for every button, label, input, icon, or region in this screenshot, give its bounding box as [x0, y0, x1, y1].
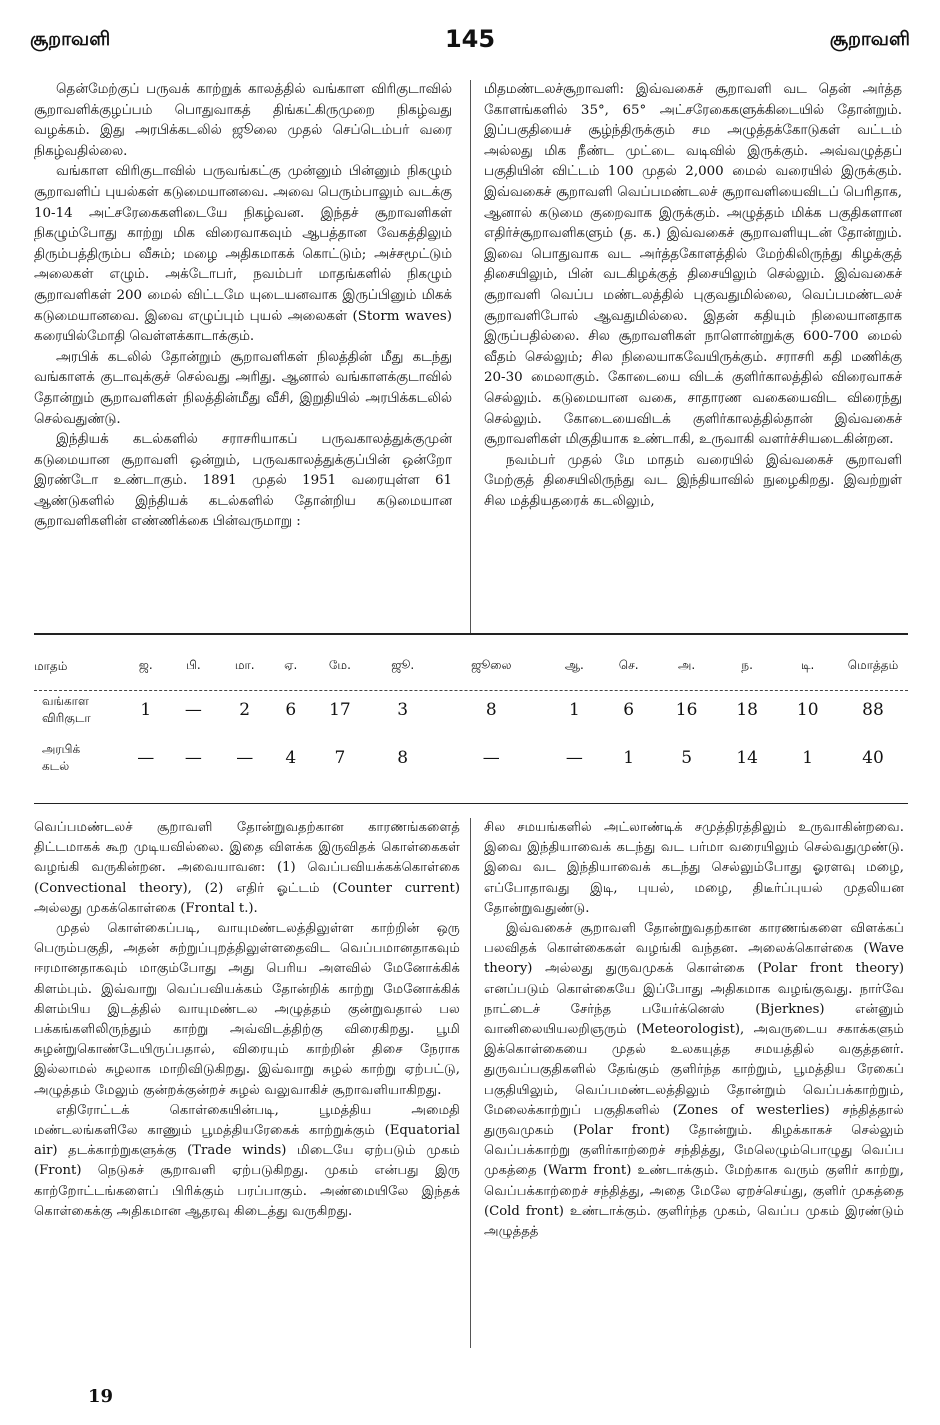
table-cell: —: [565, 748, 583, 768]
table-cell-total: 88: [862, 700, 884, 720]
column-header: அ.: [678, 658, 696, 672]
table-cell: 1: [802, 748, 814, 768]
table-cell: —: [236, 748, 254, 768]
table-cell: 6: [285, 700, 297, 720]
table-cell: 8: [485, 700, 497, 720]
table-cell: 3: [397, 700, 409, 720]
running-head-right: சூறாவளி: [829, 28, 910, 50]
row-label: [34, 686, 122, 734]
table-cell: 1: [140, 700, 152, 720]
paragraph: வங்காள விரிகுடாவில் பருவங்கட்கு முன்னும் பின்னும் நிகழும் சூறாவளிப் புயல்கள் கடுமையானவை. அவை பெரும்பாலும் வடக்கு 10-14 அட்சரேகைகளிடையே நிகழ்வன. இந்தச் சூறாவளிகள் நிகழும்போது காற்று மிக விரைவாகவும் ஆபத்தான வேகத்திலும் திரும்பத்திரும்ப வீசும்; மழை அதிகமாகக் கொட்டும்; அச்சமூட்டும் அலைகள் எழும். அக்டோபர், நவம்பர் மாதங்களில் நிகழும் சூறாவளிகள் 200 மைல் விட்டமே யுடையனவாக இருப்பினும் மிகக் கடுமையானவை. இவை எழுப்பும் புயல் அலைகள் (Storm waves) கரையில்மோதி வெள்ளக்காடாக்கும்.: [34, 164, 452, 345]
table-row: [34, 686, 908, 734]
table-row: [34, 734, 908, 782]
column-header: பி.: [185, 658, 201, 672]
column-header: ஜூ.: [391, 658, 415, 672]
column-header: செ.: [618, 658, 639, 672]
paragraph: இவ்வகைச் சூறாவளி தோன்றுவதற்கான காரணங்களை விளக்கப் பலவிதக் கொள்கைகள் வழங்கி வந்தன. அலைக்கொள்கை (Wave theory) அல்லது துருவமுகக் கொள்கை (Polar front theory) எனப்படும் கொள்கையே இப்போது அதிகமாக வழங்குவது. நார்வே நாட்டைச் சேர்ந்த பயேர்க்னெஸ் (Bjerknes) என்னும் வானிலையியலறிஞரும் (Meteorologist), அவருடைய சகாக்களும் இக்கொள்கையை முதல் உலகயுத்த சமயத்தில் வகுத்தனர். துருவப்பகுதிகளில் தேங்கும் குளிர்ந்த காற்றும், பூமத்திய ரேகைப் பகுதியிலும், வெப்பமண்டலத்திலும் தோன்றும் வெப்பக்காற்றும், மேலைக்காற்றுப் பகுதிகளில் (Zones of westerlies) சந்தித்தால் துருவமுகம் (Polar front) தோன்றும். கிழக்காகச் செல்லும் வெப்பக்காற்று குளிர்காற்றைச் சந்தித்து, மேலெழும்பொழுது வெப்ப முகத்தை (Warm front) உண்டாக்கும். மேற்காக வரும் குளிர் காற்று, வெப்பக்காற்றைச் சந்தித்து, அதை மேலே ஏறச்செய்து, குளிர் முகத்தை (Cold front) உண்டாக்கும். குளிர்ந்த முகம், வெப்ப முகம் இரண்டும் அழுத்தத்: [484, 921, 904, 1240]
table-cell: 8: [397, 748, 409, 768]
table-cell: —: [482, 748, 500, 768]
row-label-line: அரபிக்: [42, 742, 81, 756]
row-label-line: விரிகுடா: [42, 711, 91, 725]
row-label: [34, 734, 122, 782]
table-cell: —: [184, 700, 202, 720]
table-cell: 16: [675, 700, 698, 720]
cyclone-frequency-table: [34, 646, 908, 782]
column-header: மே.: [328, 658, 351, 672]
table-cell: —: [137, 748, 155, 768]
table-cell: 5: [681, 748, 693, 768]
table-bottom-rule: [34, 803, 908, 804]
table-header-row: [34, 646, 908, 686]
paragraph: தென்மேற்குப் பருவக் காற்றுக் காலத்தில் வங்காள விரிகுடாவில் சூறாவளிக்குழப்பம் பொதுவாகத் திங்கட்கிருமுறை நிகழ்வது வழக்கம். இது அரபிக்கடலில் ஜூலை முதல் செப்டெம்பர் வரை நிகழ்வதில்லை.: [34, 82, 452, 159]
table-cell: 6: [623, 700, 635, 720]
table-cell: —: [184, 748, 202, 768]
table-cell: 10: [796, 700, 819, 720]
table-cell: 14: [736, 748, 758, 768]
table-cell: 4: [285, 748, 297, 768]
column-header: ஜ.: [138, 658, 153, 672]
paragraph: முதல் கொள்கைப்படி, வாயுமண்டலத்திலுள்ள காற்றின் ஒரு பெரும்பகுதி, அதன் சுற்றுப்புறத்திலுள்ளதைவிட வெப்பமானதாகவும் ஈரமானதாகவும் மாகும்போது அது பெரிய அளவில் மேனோக்கிக் கிளம்பும். இவ்வாறு வெப்பவியக்கம் தோன்றிக் காற்று மேனோக்கிக் கிளம்பிய இடத்தில் வாயுமண்டல அழுத்தம் குன்றுவதால் பல பக்கங்களிலிருந்தும் காற்று அவ்விடத்திற்கு விரைகிறது. பூமி சுழன்றுகொண்டேயிருப்பதால், விரையும் காற்றின் திசை நேராக இல்லாமல் சுழலாக மாறிவிடுகிறது. இவ்வாறு சுழல் காற்று ஏற்பட்டு, அழுத்தம் மேலும் குன்றக்குன்றச் சுழல் வலுவாகிச் சூறாவளியாகிறது.: [34, 921, 460, 1098]
paragraph: எதிரோட்டக் கொள்கையின்படி, பூமத்திய அமைதி மண்டலங்களிலே காணும் பூமத்தியரேகைக் காற்றுக்கும் (Equatorial air) தடக்காற்றுகளுக்கு (Trade winds) மிடையே ஏற்படும் முகம் (Front) நெடுகச் சூறாவளி ஏற்படுகிறது. முகம் என்பது இரு காற்றோட்டங்களைப் பிரிக்கும் பரப்பாகும். அண்மையிலே இந்தக் கொள்கைக்கு அதிகமான ஆதரவு கிடைத்து வருகிறது.: [34, 1102, 460, 1219]
table-cell-total: 40: [862, 748, 884, 768]
table-cell: 18: [736, 700, 758, 720]
table-cell: 1: [623, 748, 635, 768]
paragraph: வெப்பமண்டலச் சூறாவளி தோன்றுவதற்கான காரணங்களைத் திட்டமாகக் கூற முடியவில்லை. இதை விளக்க இருவிதக் கொள்கைகள் வழங்கி வருகின்றன. அவையாவன: (1) வெப்பவியக்கக்கொள்கை (Convectional theory), (2) எதிர் ஓட்டம் (Counter current) அல்லது முகக்கொள்கை (Frontal t.).: [34, 820, 460, 916]
column-divider: [470, 818, 471, 1348]
column-header: ஜூலை: [471, 658, 512, 672]
table-cell: 17: [329, 700, 351, 720]
table-cell: 1: [568, 700, 580, 720]
running-head-left: சூறாவளி: [30, 28, 111, 50]
signature-number: 19: [88, 1386, 114, 1407]
top-left-column: [34, 80, 452, 620]
table-top-rule: [34, 633, 908, 635]
column-divider: [470, 80, 471, 635]
column-header: மொத்தம்: [847, 658, 899, 672]
row-label-line: வங்காள: [42, 694, 89, 708]
column-header: ஏ.: [284, 658, 298, 672]
column-header: டி.: [801, 658, 815, 672]
paragraph: நவம்பர் முதல் மே மாதம் வரையில் இவ்வகைச் சூறாவளி மேற்குத் திசையிலிருந்து வட இந்தியாவில் நுழைகிறது. இவற்றுள் சில மத்தியதரைக் கடலிலும்,: [484, 452, 902, 509]
bottom-right-column: [484, 818, 904, 1348]
column-header: மாதம்: [34, 658, 68, 673]
column-header: ஆ.: [564, 658, 584, 672]
paragraph: மிதமண்டலச்சூறாவளி: இவ்வகைச் சூறாவளி வட தென் அர்த்த கோளங்களில் 35°, 65° அட்சரேகைகளுக்கிடையில் தோன்றும். இப்பகுதியைச் சூழ்ந்திருக்கும் சம அழுத்தக்கோடுகள் வட்டம் அல்லது மிக நீண்ட முட்டை வடிவில் இருக்கும். அவ்வழுத்தப் பகுதியின் விட்டம் 100 முதல் 2,000 மைல் வரையில் இருக்கும். இவ்வகைச் சூறாவளி வெப்பமண்டலச் சூறாவளியைவிடப் பெரிதாக, ஆனால் கடுமை குறைவாக இருக்கும். அழுத்தம் மிக்க பகுதிகளான எதிர்ச்சூறாவளிகளும் (த. க.) இவ்வகைச் சூறாவளியுடன் தோன்றும். இவை பொதுவாக வட அர்த்தகோளத்தில் மேற்கிலிருந்து கிழக்குத் திசையிலும், பின் வடகிழக்குத் திசையிலும் செல்லும். இவ்வகைச் சூறாவளி வெப்ப மண்டலத்தில் புகுவதுமில்லை, வெப்பமண்டலச் சூறாவளிபோல் ஆவதுமில்லை. இதன் கதியும் நிலையானதாக இருப்பதில்லை. சில சூறாவளிகள் நாளொன்றுக்கு 600-700 மைல் வீதம் செல்லும்; சில நிலையாகவேயிருக்கும். சராசரி கதி மணிக்கு 20-30 மைலாகும். கோடையை விடக் குளிர்காலத்தில் விரைவாகச் செல்லும். கடுமையான வகை, சாதாரண வகையைவிட விரைந்து செல்லும். கோடையைவிடக் குளிர்காலத்தில்தான் இவ்வகைச் சூறாவளிகள் மிகுதியாக உண்டாகி, உருவாகி வளர்ச்சியடைகின்றன.: [484, 82, 902, 448]
table-cell: 7: [334, 748, 346, 768]
paragraph: சில சமயங்களில் அட்லாண்டிக் சமுத்திரத்திலும் உருவாகின்றவை. இவை இந்தியாவைக் கடந்து வட பர்மா வரையிலும் செல்வதுமுண்டு. இவை வட இந்தியாவைக் கடந்து செல்லும்போது ஓரளவு மழை, எப்போதாவது இடி, புயல், மழை, திடீர்ப்புயல் முதலியன தோன்றுவதுண்டு.: [484, 820, 904, 916]
paragraph: அரபிக் கடலில் தோன்றும் சூறாவளிகள் நிலத்தின் மீது கடந்து வங்காளக் குடாவுக்குச் செல்வது அரிது. ஆனால் வங்காளக்குடாவில் தோன்றும் சூறாவளிகள் நிலத்தின்மீது வீசி, இறுதியில் அரபிக்கடலில் செல்வதுண்டு.: [34, 349, 452, 427]
table-cell: 2: [239, 700, 251, 720]
column-header: மா.: [234, 658, 255, 672]
paragraph: இந்தியக் கடல்களில் சராசரியாகப் பருவகாலத்துக்குமுன் கடுமையான சூறாவளி ஒன்றும், பருவகாலத்துக்குப்பின் ஒன்றோ இரண்டோ உண்டாகும். 1891 முதல் 1951 வரையுள்ள 61 ஆண்டுகளில் இந்தியக் கடல்களில் தோன்றிய கடுமையான சூறாவளிகளின் எண்ணிக்கை பின்வருமாறு :: [34, 432, 452, 530]
bottom-left-column: [34, 818, 460, 1348]
row-label-line: கடல்: [42, 759, 70, 773]
table-header-rule: [34, 690, 908, 691]
top-right-column: [484, 80, 902, 635]
page-number: 145: [444, 25, 496, 53]
column-header: ந.: [741, 658, 753, 672]
